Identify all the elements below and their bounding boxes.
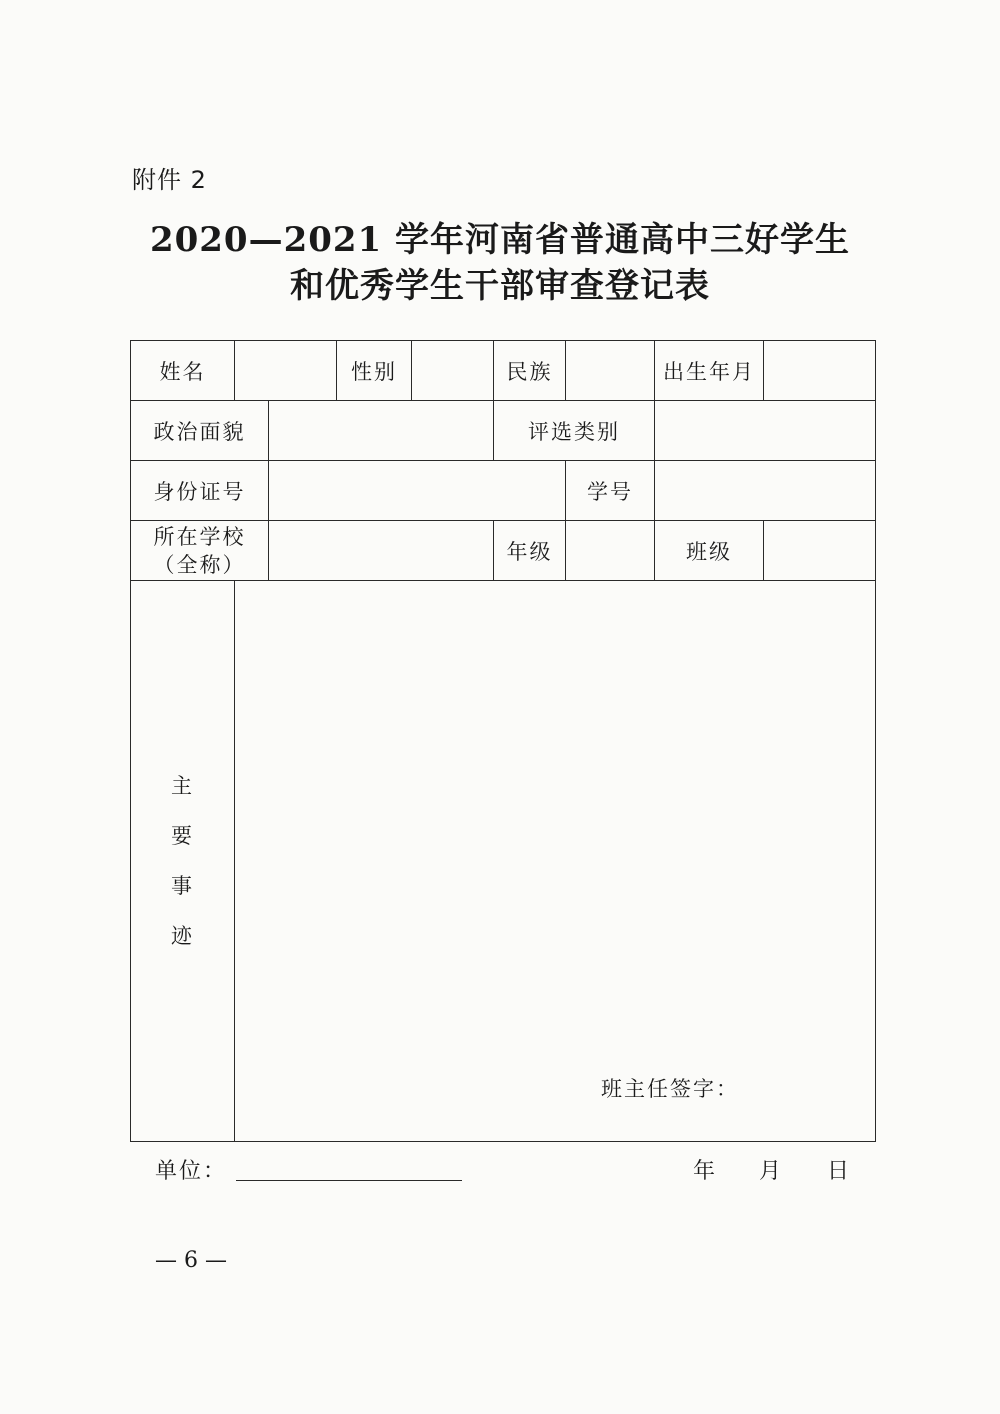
unit-label: 单位： bbox=[155, 1159, 228, 1184]
form-row-id bbox=[131, 461, 876, 521]
document-title-line1: 2020—2021 学年河南省普通高中三好学生 bbox=[149, 220, 851, 260]
deeds-char-1: 主 bbox=[171, 774, 194, 798]
registration-form-table bbox=[130, 340, 876, 1142]
unit-underline-field[interactable] bbox=[236, 1180, 462, 1181]
class-field[interactable] bbox=[764, 521, 876, 581]
deeds-char-3: 事 bbox=[171, 874, 194, 898]
school-label-line2: （全称） bbox=[153, 552, 246, 577]
deeds-field[interactable] bbox=[235, 581, 876, 1142]
school-field[interactable] bbox=[269, 521, 494, 581]
birth-field[interactable] bbox=[764, 341, 876, 401]
political-field[interactable] bbox=[269, 401, 494, 461]
category-field[interactable] bbox=[655, 401, 876, 461]
teacher-signature-label: 班主任签字： bbox=[601, 1077, 739, 1101]
gender-label: 性别 bbox=[337, 341, 412, 401]
gender-field[interactable] bbox=[412, 341, 494, 401]
name-field[interactable] bbox=[235, 341, 337, 401]
class-label: 班级 bbox=[655, 521, 764, 581]
form-row-basic bbox=[131, 341, 876, 401]
grade-label: 年级 bbox=[494, 521, 566, 581]
form-row-political bbox=[131, 401, 876, 461]
deeds-char-4: 迹 bbox=[171, 924, 194, 948]
form-row-school bbox=[131, 521, 876, 581]
attachment-label: 附件 2 bbox=[132, 166, 207, 194]
id-field[interactable] bbox=[269, 461, 566, 521]
deeds-char-2: 要 bbox=[171, 824, 194, 848]
ethnicity-field[interactable] bbox=[566, 341, 655, 401]
grade-field[interactable] bbox=[566, 521, 655, 581]
date-month-label: 月 bbox=[759, 1159, 782, 1184]
category-label: 评选类别 bbox=[494, 401, 655, 461]
ethnicity-label: 民族 bbox=[494, 341, 566, 401]
document-title-line2: 和优秀学生干部审查登记表 bbox=[290, 266, 710, 306]
political-label: 政治面貌 bbox=[131, 401, 269, 461]
school-label-line1: 所在学校 bbox=[153, 524, 246, 549]
school-label bbox=[131, 521, 269, 581]
date-day-label: 日 bbox=[827, 1159, 850, 1184]
form-row-deeds bbox=[131, 581, 876, 1142]
date-year-label: 年 bbox=[693, 1159, 716, 1184]
student-no-field[interactable] bbox=[655, 461, 876, 521]
page-number: — 6 — bbox=[155, 1248, 227, 1273]
id-label: 身份证号 bbox=[131, 461, 269, 521]
student-no-label: 学号 bbox=[566, 461, 655, 521]
name-label: 姓名 bbox=[131, 341, 235, 401]
birth-label: 出生年月 bbox=[655, 341, 764, 401]
deeds-label bbox=[131, 581, 235, 1142]
